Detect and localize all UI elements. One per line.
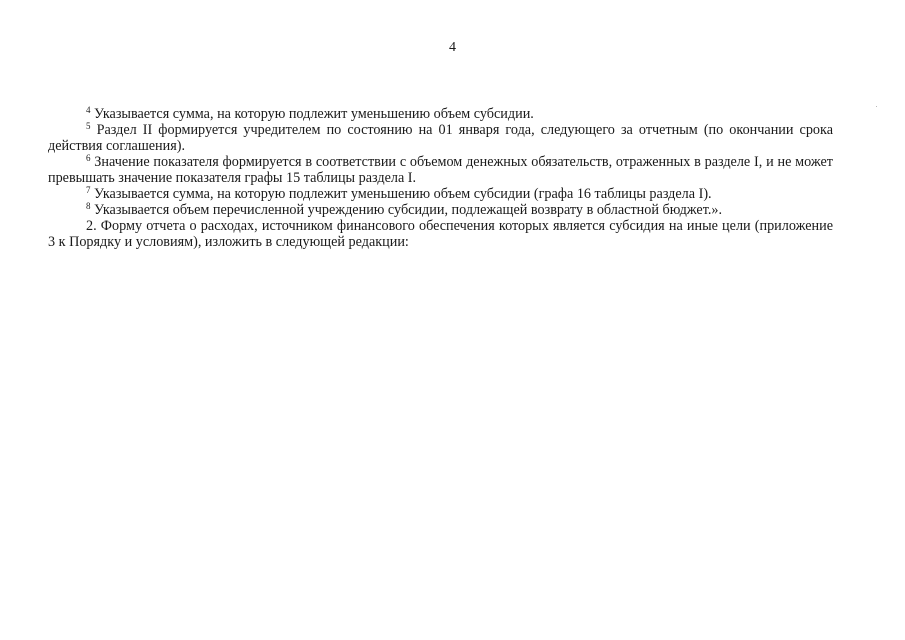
footnote-6 — [48, 154, 833, 186]
scan-speck — [876, 106, 877, 107]
footnote-mark: 7 — [86, 185, 91, 195]
footnote-8 — [48, 202, 833, 218]
footnote-text: Указывается сумма, на которую подлежит уменьшению объем субсидии (графа 16 таблицы раздела I). — [94, 186, 712, 202]
footnote-mark: 6 — [86, 153, 91, 163]
footnote-mark: 8 — [86, 201, 91, 211]
footnote-text: Раздел II формируется учредителем по состоянию на 01 января года, следующего за отчетным (по окончании срока действия соглашения). — [48, 122, 834, 154]
page-number: 4 — [449, 40, 456, 55]
footnote-4 — [48, 106, 833, 122]
footnote-text: Значение показателя формируется в соответствии с объемом денежных обязательств, отраженных в разделе I, и не может превышать значение показателя графы 15 таблицы раздела I. — [48, 154, 833, 186]
item-2-paragraph: 2. Форму отчета о расходах, источником финансового обеспечения которых является субсидия на иные цели (приложение 3 к Порядку и условиям), изложить в следующей редакции: — [48, 218, 833, 250]
footnote-5 — [48, 122, 833, 154]
footnote-mark: 4 — [86, 105, 91, 115]
footnote-text: Указывается сумма, на которую подлежит уменьшению объем субсидии. — [94, 106, 534, 122]
footnote-text: Указывается объем перечисленной учреждению субсидии, подлежащей возврату в областной бюджет.». — [94, 202, 723, 218]
footnote-mark: 5 — [86, 121, 91, 131]
footnote-7 — [48, 186, 833, 202]
document-body — [48, 106, 833, 250]
